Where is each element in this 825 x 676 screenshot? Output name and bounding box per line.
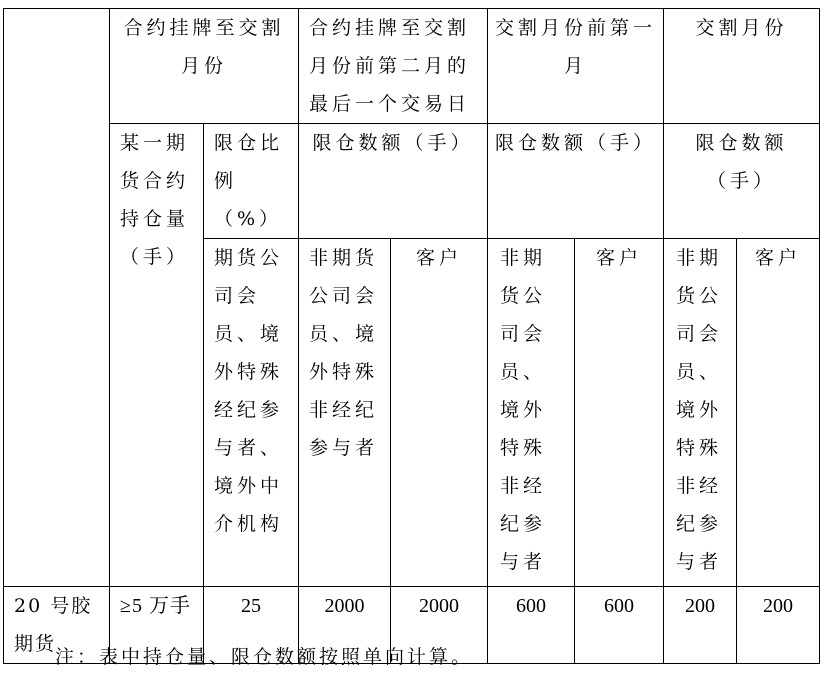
cell-p4-client: 200 [737,587,820,664]
header-fcm-members: 期货公司会员、境外特殊经纪参与者、境外中介机构 [204,239,299,587]
table-footnote: 注：表中持仓量、限仓数额按照单向计算。 [55,646,474,668]
cell-p3-client: 600 [575,587,664,664]
header-non-fcm-members-3: 非期货公司会员、境外特殊非经纪参与者 [664,239,737,587]
position-limits-table [3,8,820,664]
header-row-periods [4,9,820,124]
header-limit-amount-1: 限仓数额（手） [299,124,488,239]
header-non-fcm-members-2: 非期货公司会员、境外特殊非经纪参与者 [488,239,575,587]
header-period-second-month-before: 合约挂牌至交割月份前第二月的最后一个交易日 [299,9,488,124]
header-client-3: 客户 [737,239,820,587]
cell-product: 20 号胶期货 [4,587,110,664]
header-limit-amount-3: 限仓数额（手） [664,124,820,239]
cell-p2-non-fcm: 2000 [299,587,391,664]
header-period-first-month-before: 交割月份前第一月 [488,9,664,124]
cell-open-interest-threshold: ≥5 万手 [110,587,204,664]
cell-p2-client: 2000 [391,587,488,664]
header-row-metrics [4,124,820,239]
header-period-delivery-month: 交割月份 [664,9,820,124]
header-non-fcm-members-1: 非期货公司会员、境外特殊非经纪参与者 [299,239,391,587]
header-client-2: 客户 [575,239,664,587]
header-period-listing-to-delivery: 合约挂牌至交割月份 [110,9,299,124]
header-client-1: 客户 [391,239,488,587]
header-limit-amount-2: 限仓数额（手） [488,124,664,239]
cell-p4-non-fcm: 200 [664,587,737,664]
blank-corner-cell [4,9,110,587]
cell-p3-non-fcm: 600 [488,587,575,664]
header-open-interest: 某一期货合约持仓量（手） [110,124,204,587]
header-limit-ratio: 限仓比例（%） [204,124,299,239]
cell-limit-ratio: 25 [204,587,299,664]
